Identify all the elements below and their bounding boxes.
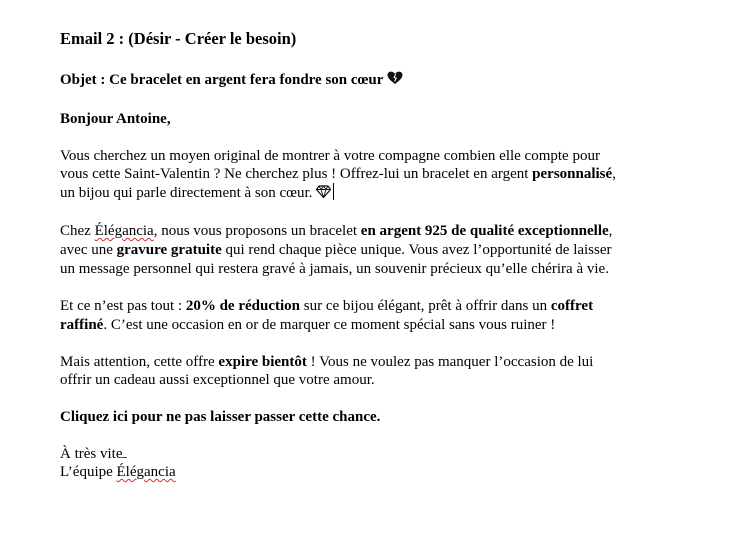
- bold-text: gravure gratuite: [116, 242, 222, 258]
- grammar-mark: [122, 454, 127, 458]
- offer-line: Chez Élégancia, nous vous proposons un bracelet en argent 925 de qualité exceptionnelle,: [60, 223, 613, 239]
- urgency-line: Mais attention, cette offre expire bientôt ! Vous ne voulez pas manquer l’occasion de lui: [60, 354, 594, 370]
- greeting: Bonjour Antoine,: [60, 111, 171, 127]
- signoff-line: À très vite: [60, 445, 127, 463]
- bold-text: en argent 925 de qualité exceptionnelle: [360, 223, 609, 239]
- bold-text: 20% de réduction: [185, 298, 300, 314]
- bold-text: raffiné: [60, 317, 104, 333]
- offer-line: avec une gravure gratuite qui rend chaque pièce unique. Vous avez l’opportunité de laisser: [60, 242, 612, 258]
- heart-icon: [387, 71, 403, 90]
- call-to-action: Cliquez ici pour ne pas laisser passer cette chance.: [60, 409, 381, 425]
- text-cursor: [333, 183, 334, 200]
- brand-name: Élégancia: [116, 464, 176, 480]
- discount-line: Et ce n’est pas tout : 20% de réduction sur ce bijou élégant, prêt à offrir dans un coffret: [60, 298, 594, 314]
- email-subject: [60, 71, 403, 90]
- urgency-line: offrir un cadeau aussi exceptionnel que votre amour.: [60, 372, 375, 388]
- intro-line: vous cette Saint-Valentin ? Ne cherchez plus ! Offrez-lui un bracelet en argent personnalisé,: [60, 166, 616, 182]
- diamond-icon: [316, 185, 331, 203]
- subject-text: Objet : Ce bracelet en argent fera fondre son cœur: [60, 72, 384, 88]
- bold-text: personnalisé: [532, 166, 613, 182]
- brand-name: Élégancia: [94, 223, 154, 239]
- discount-line: raffiné. C’est une occasion en or de marquer ce moment spécial sans vous ruiner !: [60, 317, 556, 333]
- email-title: Email 2 : (Désir - Créer le besoin): [60, 29, 297, 48]
- bold-text: expire bientôt: [218, 354, 307, 370]
- offer-line: un message personnel qui restera gravé à jamais, un souvenir précieux qu’elle chérira à vie.: [60, 261, 609, 277]
- signoff-line: L’équipe Élégancia: [60, 464, 176, 480]
- intro-line: Vous cherchez un moyen original de montrer à votre compagne combien elle compte pour: [60, 148, 600, 164]
- intro-line: un bijou qui parle directement à son cœur.: [60, 183, 334, 203]
- bold-text: coffret: [550, 298, 594, 314]
